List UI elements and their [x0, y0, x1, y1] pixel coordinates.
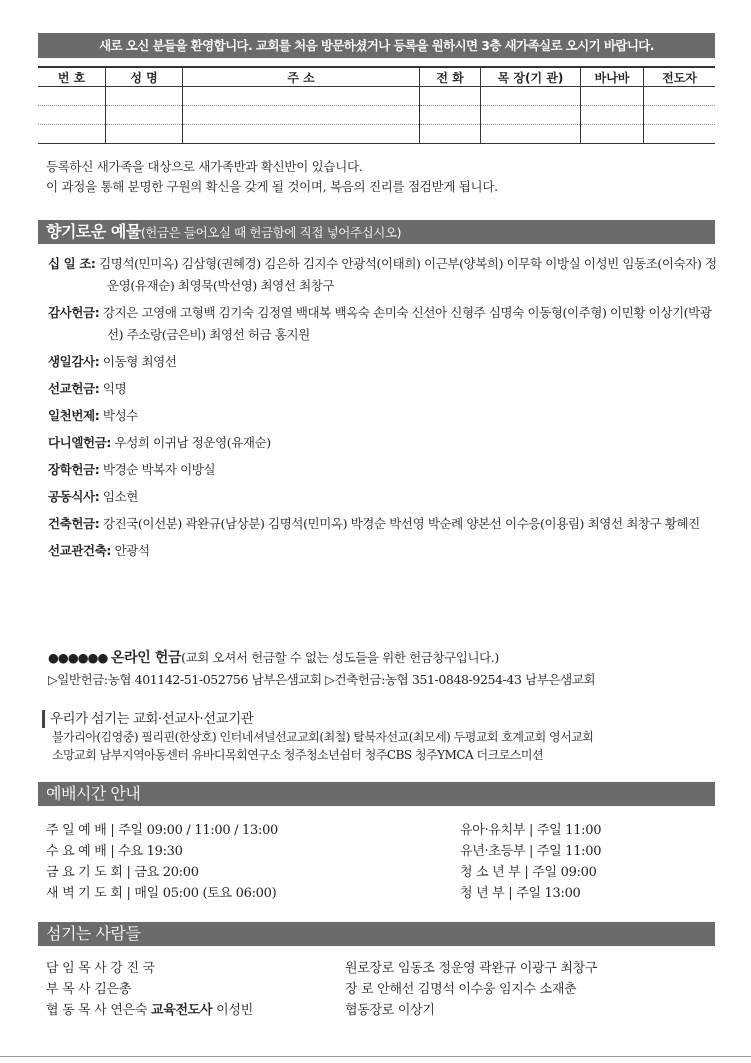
offering-list	[48, 253, 718, 567]
offering-label: 일천번제:	[48, 408, 100, 423]
col-address: 주 소	[183, 67, 420, 87]
staff-names: 이성빈	[216, 1003, 253, 1018]
staff-role: 부 목 사	[46, 982, 91, 997]
offering-row	[48, 302, 718, 346]
service-time: | 수요 19:30	[110, 844, 183, 859]
people-right	[345, 958, 597, 1021]
staff-role: 원로장로	[345, 961, 395, 976]
staff-row	[46, 958, 253, 979]
table-row[interactable]	[38, 87, 715, 106]
staff-names: 강 진 국	[110, 961, 155, 976]
offering-label: 건축헌금:	[48, 516, 100, 531]
note-line: 등록하신 새가족을 대상으로 새가족반과 확신반이 있습니다.	[46, 159, 363, 174]
staff-role: 장 로	[345, 982, 374, 997]
offering-label: 십 일 조:	[48, 256, 96, 271]
worship-row	[460, 841, 601, 862]
staff-row	[345, 979, 597, 1000]
worship-row	[460, 862, 601, 883]
worship-row	[46, 820, 278, 841]
offering-label: 선교헌금:	[48, 381, 100, 396]
offering-label: 선교관건축:	[48, 543, 111, 558]
service-name: 청 소 년 부	[460, 865, 521, 880]
serving-title: 우리가 섬기는 교회·선교사·선교기관	[42, 710, 593, 728]
offering-names: 강진국(이선분) 곽완규(남상분) 김명석(민미옥) 박경순 박선영 박순례 양본선 이수응(이용림) 최영선 최창구 황혜진	[102, 516, 700, 531]
offering-names: 박성수	[102, 408, 138, 423]
service-name: 유아·유치부	[460, 823, 526, 838]
service-name: 금 요 기 도 회	[46, 865, 123, 880]
staff-names: 안해선 김명석 이수웅 임지수 소재춘	[377, 982, 577, 997]
online-subtitle: (교회 오셔서 헌금할 수 없는 성도들을 위한 헌금창구입니다.)	[181, 650, 499, 665]
worship-row	[46, 862, 278, 883]
offering-label: 감사헌금:	[48, 305, 100, 320]
registration-table	[38, 66, 715, 144]
service-name: 청 년 부	[460, 886, 505, 901]
col-evangelist: 전도자	[644, 67, 716, 87]
worship-row	[46, 841, 278, 862]
offering-label: 공동식사:	[48, 489, 100, 504]
staff-role: 협 동 목 사	[46, 1003, 107, 1018]
people-section-header	[38, 922, 715, 946]
staff-row	[46, 1000, 253, 1021]
offering-names: 박경순 박복자 이방실	[102, 462, 216, 477]
bank-accounts: ▷일반헌금:농협 401142-51-052756 남부은샘교회 ▷건축헌금:농협 351-0848-9254-43 남부은샘교회	[48, 672, 596, 687]
offering-row	[48, 432, 718, 454]
offering-row	[48, 351, 718, 373]
page-bottom-divider	[0, 1056, 751, 1057]
col-barnabas: 바나바	[581, 67, 644, 87]
service-time: | 금요 20:00	[126, 865, 199, 880]
offering-names: 우성희 이귀남 정운영(유재순)	[114, 435, 271, 450]
staff-names: 임동조 정운영 곽완규 이광구 최창구	[397, 961, 598, 976]
service-time: | 주일 09:00 / 11:00 / 13:00	[110, 823, 279, 838]
worship-left	[46, 820, 278, 904]
table-row[interactable]	[38, 125, 715, 144]
worship-right	[460, 820, 601, 904]
offering-label: 생일감사:	[48, 354, 100, 369]
col-name: 성 명	[106, 67, 183, 87]
offering-row	[48, 459, 718, 481]
service-time: | 매일 05:00 (토요 06:00)	[126, 886, 277, 901]
offering-names: 안광석	[114, 543, 150, 558]
offering-names: 익명	[102, 381, 127, 396]
worship-title: 예배시간 안내	[46, 784, 141, 803]
worship-row	[460, 820, 601, 841]
offering-row	[48, 405, 718, 427]
staff-role: 교육전도사	[151, 1003, 213, 1018]
offering-names: 이동형 최영선	[102, 354, 177, 369]
service-name: 새 벽 기 도 회	[46, 886, 123, 901]
col-phone: 전 화	[420, 67, 481, 87]
staff-role: 협동장로	[345, 1003, 395, 1018]
online-title: 온라인 헌금	[111, 650, 182, 666]
col-cell-group: 목 장(기 관)	[481, 67, 581, 87]
offering-label: 다니엘헌금:	[48, 435, 111, 450]
serving-line: 소망교회 남부지역아동센터 유바디목회연구소 청주청소년쉼터 청주CBS 청주YMCA 더크로스미션	[52, 748, 544, 762]
worship-row	[460, 883, 601, 904]
table-row[interactable]	[38, 106, 715, 125]
online-offering	[48, 647, 595, 691]
serving-institutions	[42, 710, 593, 764]
staff-row	[46, 979, 253, 1000]
service-name: 유년·초등부	[460, 844, 526, 859]
staff-row	[345, 1000, 597, 1021]
note-line: 이 과정을 통해 분명한 구원의 확신을 갖게 될 것이며, 복음의 진리를 점검받게 됩니다.	[46, 179, 498, 194]
staff-names: 연은숙	[110, 1003, 148, 1018]
offering-row	[48, 253, 718, 297]
worship-section-header	[38, 782, 715, 806]
service-name: 주 일 예 배	[46, 823, 107, 838]
offering-title: 향기로운 예물	[46, 222, 141, 241]
staff-row	[345, 958, 597, 979]
staff-role: 담 임 목 사	[46, 961, 107, 976]
serving-line: 불가리아(김영중) 필리핀(한상호) 인터네셔널선교교회(최철) 탈북자선교(최모세) 두평교회 호계교회 영서교회	[52, 730, 594, 744]
offering-row	[48, 540, 718, 562]
offering-row	[48, 486, 718, 508]
service-time: | 주일 11:00	[528, 823, 602, 838]
col-number: 번 호	[38, 67, 106, 87]
welcome-banner: 새로 오신 분들을 환영합니다. 교회를 처음 방문하셨거나 등록을 원하시면 3층 새가족실로 오시기 바랍니다.	[38, 33, 715, 58]
service-time: | 주일 13:00	[508, 886, 581, 901]
dots-decoration: ●●●●●●	[48, 650, 108, 665]
people-title: 섬기는 사람들	[46, 924, 141, 943]
people-left	[46, 958, 253, 1021]
offering-names: 임소현	[102, 489, 138, 504]
staff-names: 이상기	[397, 1003, 435, 1018]
offering-names: 김명석(민미옥) 김삼형(권혜경) 김은하 김지수 안광석(이태희) 이근부(양복희) 이무학 이방실 이성빈 임동조(이숙자) 정운영(유재순) 최영묵(박선영) 최영선 최창구	[99, 256, 717, 293]
offering-label: 장학헌금:	[48, 462, 100, 477]
staff-names: 김은총	[94, 982, 132, 997]
registration-note	[46, 157, 498, 197]
offering-row	[48, 513, 718, 535]
offering-row	[48, 378, 718, 400]
service-time: | 주일 11:00	[528, 844, 602, 859]
offering-section-header	[38, 220, 715, 244]
offering-subtitle: (헌금은 들어오실 때 헌금함에 직접 넣어주십시오)	[140, 225, 402, 240]
offering-names: 강지은 고영애 고형백 김기숙 김정열 백대복 백옥숙 손미숙 신선아 신형주 심명숙 이동형(이주형) 이민황 이상기(박광선) 주소랑(금은비) 최영선 허금 홍지원	[102, 305, 712, 342]
service-time: | 주일 09:00	[524, 865, 597, 880]
worship-row	[46, 883, 278, 904]
service-name: 수 요 예 배	[46, 844, 107, 859]
registration-header-row	[38, 67, 715, 87]
